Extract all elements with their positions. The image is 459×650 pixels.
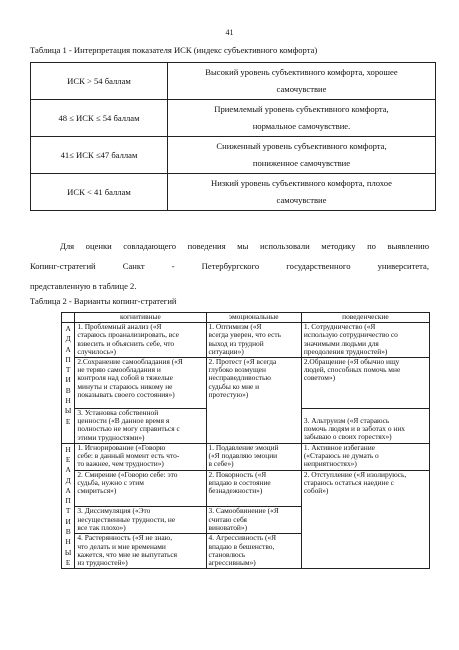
strategy-cell: [75, 534, 206, 569]
strategy-text-line: людей, способных помочь мне: [303, 365, 401, 375]
strategy-cell: [75, 323, 206, 358]
strategy-cell: [206, 534, 301, 569]
strategy-cell: [301, 470, 429, 569]
strategy-cell: [206, 323, 301, 358]
strategy-text-line: выход из трудной: [208, 338, 264, 348]
strategy-text-line: 2. Покорность («Я: [208, 469, 267, 479]
strategy-text-line: судьба, нужно с этим: [77, 478, 144, 488]
vertical-label-letter: Д: [65, 334, 71, 344]
strategy-text-line: глубоко возмущен: [208, 365, 266, 375]
strategy-text-line: использую сотрудничество со: [303, 330, 398, 340]
strategy-text-line: помочь людям и в заботах о них: [303, 424, 405, 434]
isk-range-cell: ИСК > 54 баллам: [31, 63, 168, 100]
vertical-label-letter: А: [65, 344, 71, 354]
body-paragraph: [30, 236, 429, 296]
vertical-label-letter: А: [65, 485, 71, 495]
strategy-text-line: 4. Агрессивность («Я: [208, 533, 277, 543]
strategy-text-line: 2.Сохранение самообладания («Я: [77, 356, 183, 366]
strategy-text-line: 3. Диссимуляция («Это: [77, 506, 151, 516]
strategy-text-line: 2. Отступление («Я изолируюсь,: [303, 469, 407, 479]
strategy-cell: [75, 470, 206, 507]
strategy-text-line: судьбы ко мне и: [208, 381, 260, 391]
header-behavioral: поведенческие: [301, 313, 429, 323]
strategy-cell: [75, 443, 206, 470]
strategy-text-line: себе: в данный момент есть что-: [77, 451, 180, 461]
table2-caption: Таблица 2 - Варианты копинг-стратегий: [30, 296, 177, 306]
strategy-text-line: 1. Сотрудничество («Я: [303, 322, 376, 331]
vertical-label-letter: Н: [65, 444, 71, 454]
vertical-label-letter: П: [65, 496, 71, 506]
strategy-cell: [301, 357, 429, 408]
strategy-text-line: («Я подавляю эмоции: [208, 451, 278, 461]
vertical-label-letter: Ы: [64, 547, 72, 557]
strategy-text-line: впадаю в бешенство,: [208, 541, 275, 551]
strategy-text-line: 1. Оптимизм («Я: [208, 322, 262, 331]
strategy-text-line: ситуации»): [208, 347, 244, 357]
vertical-label-letter: И: [65, 375, 71, 385]
table-header-row: [62, 313, 430, 323]
strategy-text-line: значимыми людьми для: [303, 338, 379, 348]
strategy-text-line: 3. Самообвинение («Я: [208, 506, 279, 516]
strategy-text-line: кажется, что мне не выпутаться: [77, 550, 178, 559]
vertical-label-letter: Т: [65, 506, 71, 516]
table-row: [62, 323, 430, 358]
strategy-cell: [75, 507, 206, 534]
vertical-label-letter: И: [65, 516, 71, 526]
paragraph-line: Для оценки совладающего поведения мы использовали методику по выявлению: [60, 241, 429, 251]
header-emotional: эмоциональные: [206, 313, 301, 323]
vertical-label-letter: Ы: [64, 406, 72, 416]
strategy-text-line: 3. Установка собственной: [77, 407, 159, 417]
isk-range-cell: 48 ≤ ИСК ≤ 54 баллам: [31, 100, 168, 137]
isk-description-cell: Низкий уровень субъективного комфорта, плохое самочувствие: [168, 174, 436, 211]
strategy-text-line: стараюсь остаться наедине с: [303, 478, 394, 488]
vertical-label-letter: Д: [65, 475, 71, 485]
isk-description-cell: Высокий уровень субъективного комфорта, хорошее самочувствие: [168, 63, 436, 100]
strategy-cell: [206, 443, 301, 470]
strategy-text-line: безнадежности»): [208, 486, 263, 496]
strategy-text-line: то важнее, чем трудности»): [77, 459, 164, 469]
vertical-label-letter: А: [65, 324, 71, 333]
strategy-text-line: впадаю в состояние: [208, 478, 271, 488]
strategy-text-line: контроля над собой в тяжелые: [77, 373, 173, 383]
strategy-text-line: все так плохо»): [77, 523, 126, 532]
strategy-text-line: взвесить и объяснить себе, что: [77, 338, 175, 348]
table-row: [31, 174, 436, 211]
paragraph-line: Копинг-стратегий Санкт - Петербургского государственного университета,: [30, 261, 429, 271]
strategy-text-line: советом»): [303, 373, 336, 383]
strategy-text-line: 1. Проблемный анализ («Я: [77, 322, 162, 331]
strategy-cell: [206, 507, 301, 534]
isk-range-cell: ИСК < 41 баллам: [31, 174, 168, 211]
strategy-text-line: полностью не могу справиться с: [77, 424, 180, 434]
strategy-text-line: не теряю самообладания и: [77, 365, 161, 375]
table-row: [62, 443, 430, 470]
vertical-label-letter: Е: [65, 454, 71, 464]
strategy-text-line: несправедливостью: [208, 373, 271, 383]
vertical-label-letter: Н: [65, 396, 71, 406]
strategy-text-line: виноватой»): [208, 523, 248, 532]
strategy-text-line: 1. Игнорирование («Говорю: [77, 442, 166, 452]
strategy-text-line: смириться»): [77, 486, 117, 496]
strategy-cell: [75, 408, 206, 443]
header-cognitive: когнитивные: [75, 313, 206, 323]
strategy-text-line: 1. Активное избегание: [303, 442, 375, 452]
isk-description-cell: Сниженный уровень субъективного комфорта, пониженное самочувствие: [168, 137, 436, 174]
strategy-text-line: считаю себя: [208, 514, 247, 524]
strategy-cell: [206, 470, 301, 507]
strategy-text-line: стараюсь проанализировать, все: [77, 330, 179, 340]
vertical-label-letter: В: [65, 527, 71, 536]
strategy-text-line: 2. Протест («Я всегда: [208, 356, 277, 366]
vertical-label-letter: Е: [65, 416, 71, 426]
strategy-text-line: случилось»): [77, 347, 117, 357]
strategy-text-line: забываю о своих горестях»): [303, 432, 392, 442]
header-empty-cell: [62, 313, 75, 323]
strategy-text-line: ценности («В данное время я: [77, 416, 170, 426]
strategy-text-line: несущественные трудности, не: [77, 514, 176, 524]
strategy-text-line: что делать и мне временами: [77, 541, 166, 551]
vertical-label-letter: В: [65, 385, 71, 395]
table-row: [31, 100, 436, 137]
strategy-text-line: 2. Смирение («Говорю себе: это: [77, 469, 178, 479]
strategy-text-line: агрессивным»): [208, 558, 256, 568]
strategy-text-line: собой»): [303, 486, 329, 496]
strategy-text-line: минуты и стараюсь никому не: [77, 381, 173, 391]
strategy-text-line: 3. Альтруизм («Я стараюсь: [303, 415, 390, 425]
nonadaptive-label: [62, 443, 75, 569]
strategy-text-line: 4. Растерянность («Я не знаю,: [77, 533, 173, 543]
strategy-text-line: 2.Обращение («Я обычно ищу: [303, 356, 400, 366]
vertical-label-letter: Е: [65, 557, 71, 567]
strategy-text-line: из трудностей»): [77, 558, 128, 568]
strategy-cell: [301, 443, 429, 470]
strategy-text-line: неприятностях»): [303, 459, 357, 469]
strategy-text-line: показывать своего состояния»): [77, 390, 175, 400]
isk-description-cell: Приемлемый уровень субъективного комфорта, нормальное самочувствие.: [168, 100, 436, 137]
table-row: [31, 137, 436, 174]
strategy-text-line: в себе»): [208, 459, 234, 469]
strategy-text-line: становлюсь: [208, 550, 246, 559]
vertical-label-letter: Н: [65, 537, 71, 547]
strategy-text-line: этими трудностями»): [77, 432, 145, 442]
strategy-cell: [206, 357, 301, 443]
strategy-text-line: («Стараюсь не думать о: [303, 451, 379, 461]
table-row: [62, 357, 430, 408]
coping-strategies-table: [61, 312, 430, 569]
table-row: [62, 470, 430, 507]
strategy-text-line: преодоления трудностей»): [303, 347, 388, 357]
strategy-text-line: 1. Подавление эмоций: [208, 442, 279, 452]
paragraph-line: представленную в таблице 2.: [30, 281, 137, 291]
adaptive-label: [62, 323, 75, 444]
page-number: 41: [225, 28, 234, 37]
strategy-text-line: всегда уверен, что есть: [208, 330, 281, 340]
table-row: [31, 63, 436, 100]
strategy-text-line: протестую»): [208, 390, 249, 400]
isk-interpretation-table: [30, 62, 436, 211]
vertical-label-letter: А: [65, 465, 71, 475]
vertical-label-letter: П: [65, 354, 71, 364]
strategy-cell: [75, 357, 206, 408]
vertical-label-letter: Т: [65, 365, 71, 375]
table1-caption: Таблица 1 - Интерпретация показателя ИСК (индекс субъективного комфорта): [30, 45, 318, 55]
strategy-cell: [301, 408, 429, 443]
isk-range-cell: 41≤ ИСК ≤47 баллам: [31, 137, 168, 174]
strategy-cell: [301, 323, 429, 358]
